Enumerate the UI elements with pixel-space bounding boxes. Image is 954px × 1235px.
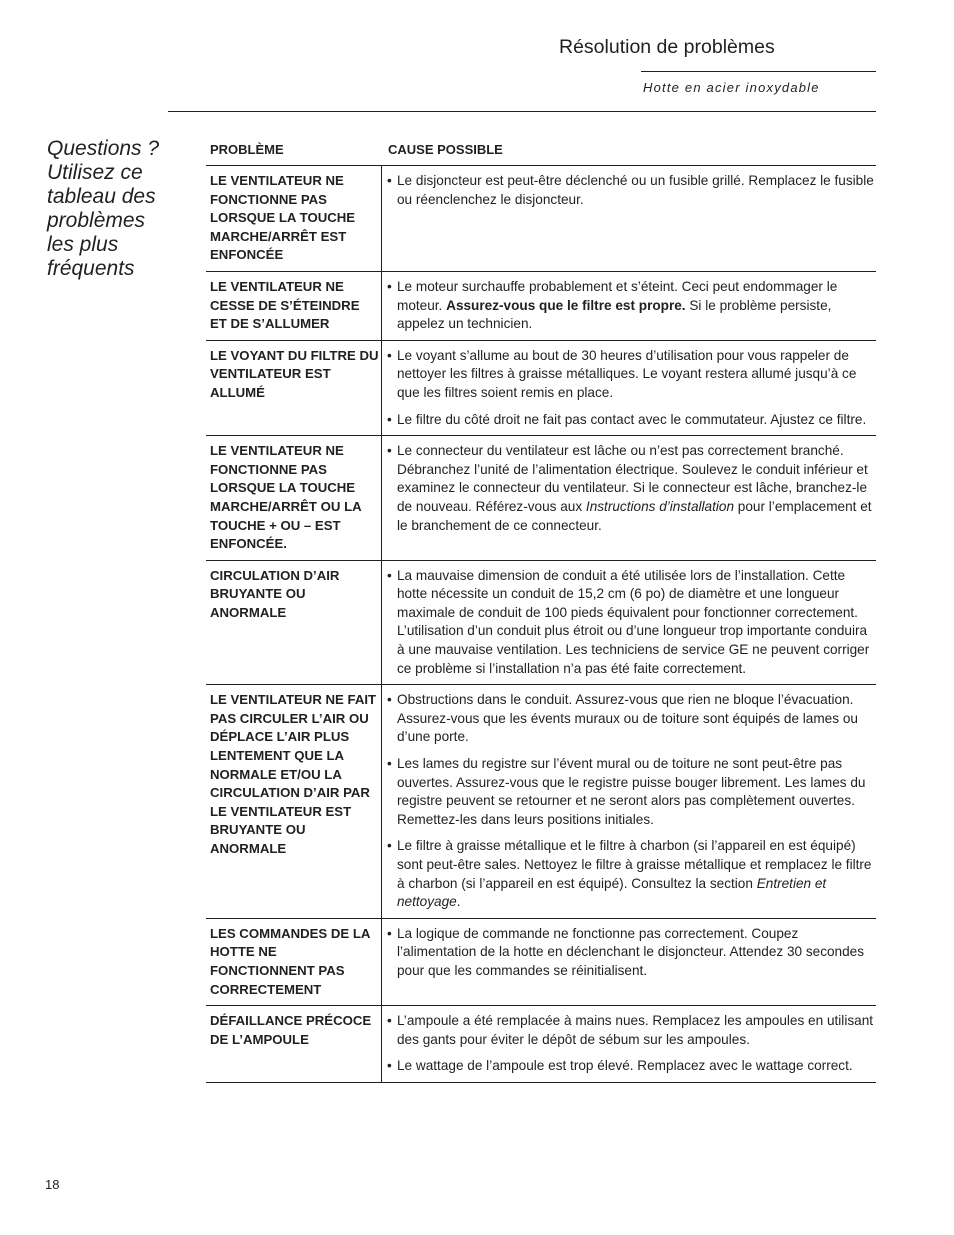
table-row [206, 166, 876, 272]
problem-cell: LE VENTILATEUR NE FONCTIONNE PAS LORSQUE LA TOUCHE MARCHE/ARRÊT OU LA TOUCHE + OU – EST ENFONCÉE. [206, 436, 382, 560]
cause-text [397, 691, 876, 747]
cause-bullet [387, 278, 876, 334]
cause-text-bold: Assurez-vous que le filtre est propre. [446, 297, 686, 313]
bullet-icon: • [387, 925, 392, 941]
problem-cell: DÉFAILLANCE PRÉCOCE DE L’AMPOULE [206, 1006, 382, 1082]
cause-bullet [387, 755, 876, 829]
title-rule [641, 71, 876, 72]
cause-cell [382, 436, 876, 560]
bullet-icon: • [387, 173, 392, 188]
column-header-cause: CAUSE POSSIBLE [388, 142, 503, 157]
cause-text [397, 442, 876, 535]
cause-text [397, 411, 876, 430]
cause-text-before: L’ampoule a été remplacée à mains nues. Remplacez les ampoules en utilisant des gants pour éviter le dépôt de sébum sur les ampoules. [397, 1013, 874, 1047]
table-row [206, 685, 876, 919]
cause-bullet [387, 347, 876, 403]
cause-text-after: pour l’emplacement et le branchement de ce connecteur. [397, 498, 872, 533]
bullet-icon: • [387, 411, 392, 427]
cause-cell [382, 919, 876, 1005]
bullet-icon: • [387, 756, 392, 772]
cause-cell [382, 685, 876, 918]
problem-cell: LE VENTILATEUR NE FAIT PAS CIRCULER L’AIR OU DÉPLACE L’AIR PLUS LENTEMENT QUE LA NORMALE ET/OU LA CIRCULATION D’AIR PAR LE VENTILATEUR EST BRUYANTE OU ANORMALE [206, 685, 382, 918]
cause-cell [382, 341, 876, 435]
troubleshooting-table [206, 137, 876, 1083]
cause-bullet [387, 691, 876, 747]
cause-text [397, 1057, 876, 1076]
cause-text-italic: Entretien et nettoyage [397, 875, 827, 910]
page-subtitle: Hotte en acier inoxydable [643, 80, 820, 95]
cause-text-before: La mauvaise dimension de conduit a été utilisée lors de l’installation. Cette hotte nécessite un conduit de 15,2 cm (6 po) de diamètre et une longueur maximale de conduit de 100 pieds équivalent pour fonctionner correctement. L’utilisation d’un conduit plus étroit ou d’une longueur trop importante conduira à une mauvaise ventilation. Les techniciens de service GE ne peuvent corriger ce problème si l’installation n’a pas été faite correctement. [397, 567, 870, 676]
cause-text-before: Le wattage de l’ampoule est trop élevé. Remplacez avec le wattage correct. [397, 1058, 853, 1074]
cause-bullet [387, 837, 876, 911]
bullet-icon: • [387, 347, 392, 363]
table-row [206, 436, 876, 561]
cause-text-before: Le connecteur du ventilateur est lâche ou n’est pas correctement branché. Débranchez l’unité de l’alimentation électrique. Soulevez le conduit inférieur et examinez le connecteur du ventilateur. Si le connecteur est lâche, branchez-le de nouveau. Référez-vous aux [397, 443, 868, 514]
bullet-icon: • [387, 443, 392, 459]
problem-cell: LE VOYANT DU FILTRE DU VENTILATEUR EST ALLUMÉ [206, 341, 382, 435]
cause-text-before: Le disjoncteur est peut-être déclenché ou un fusible grillé. Remplacez le fusible ou réenclenchez le disjoncteur. [397, 173, 874, 207]
table-row [206, 1006, 876, 1083]
header-rule [168, 111, 876, 112]
bullet-icon: • [387, 278, 392, 294]
cause-bullet [387, 925, 876, 981]
cause-cell [382, 166, 876, 271]
bullet-icon: • [387, 1013, 392, 1029]
side-heading: Questions ? Utilisez ce tableau des problèmes les plus fréquents [47, 137, 160, 280]
cause-text-before: Le voyant s’allume au bout de 30 heures d’utilisation pour vous rappeler de nettoyer les filtres à graisse métalliques. Le voyant restera allumé jusqu’à ce que les filtres soient remis en place. [397, 347, 857, 400]
cause-bullet [387, 442, 876, 535]
cause-cell [382, 272, 876, 340]
bullet-icon: • [387, 1058, 392, 1074]
cause-text-before: Les lames du registre sur l’évent mural ou de toiture ne sont peut-être pas ouvertes. Assurez-vous que le registre puisse bouger librement. Les lames du registre peuvent se retourner et ne seront alors pas complètement ouvertes. Remettez-les dans leurs positions initiales. [397, 756, 866, 827]
cause-cell [382, 1006, 876, 1082]
problem-cell: LES COMMANDES DE LA HOTTE NE FONCTIONNENT PAS CORRECTEMENT [206, 919, 382, 1005]
cause-text [397, 172, 876, 209]
table-row [206, 919, 876, 1006]
cause-text [397, 278, 876, 334]
problem-cell: LE VENTILATEUR NE CESSE DE S’ÉTEINDRE ET DE S’ALLUMER [206, 272, 382, 340]
page-title: Résolution de problèmes [559, 36, 775, 58]
problem-cell: CIRCULATION D’AIR BRUYANTE OU ANORMALE [206, 561, 382, 685]
table-row [206, 272, 876, 341]
cause-text-before: La logique de commande ne fonctionne pas correctement. Coupez l’alimentation de la hotte en déclenchant le disjoncteur. Attendez 30 secondes pour que les commandes se réinitialisent. [397, 925, 865, 978]
cause-text [397, 347, 876, 403]
problem-cell: LE VENTILATEUR NE FONCTIONNE PAS LORSQUE LA TOUCHE MARCHE/ARRÊT EST ENFONCÉE [206, 166, 382, 271]
cause-text-after: Si le problème persiste, appelez un technicien. [397, 297, 832, 332]
cause-text-before: Le moteur surchauffe probablement et s’éteint. Ceci peut endommager le moteur. [397, 278, 838, 313]
table-row [206, 341, 876, 436]
page-number: 18 [45, 1177, 60, 1192]
cause-bullet [387, 172, 876, 209]
cause-text-before: Le filtre du côté droit ne fait pas contact avec le commutateur. Ajustez ce filtre. [397, 411, 867, 427]
table-body [206, 166, 876, 1083]
bullet-icon: • [387, 692, 392, 708]
cause-text-italic: Instructions d’installation [585, 498, 735, 514]
cause-text [397, 837, 876, 911]
bullet-icon: • [387, 567, 392, 583]
cause-bullet [387, 1012, 876, 1049]
cause-text-before: Obstructions dans le conduit. Assurez-vous que rien ne bloque l’évacuation. Assurez-vous que les évents muraux ou de toiture sont équipés de lames ou d’une porte. [397, 692, 858, 745]
cause-bullet [387, 1057, 876, 1076]
cause-text-after: . [456, 894, 461, 910]
column-header-problem: PROBLÈME [210, 142, 284, 157]
cause-bullet [387, 567, 876, 679]
cause-text [397, 925, 876, 981]
cause-text-before: Le filtre à graisse métallique et le filtre à charbon (si l’appareil en est équipé) sont peut-être sales. Nettoyez le filtre à graisse métallique et remplacez le filtre à charbon (si l’appareil en est équipé). Consultez la section [397, 838, 872, 891]
table-row [206, 561, 876, 686]
cause-bullet [387, 411, 876, 430]
cause-text [397, 1012, 876, 1049]
table-header [206, 137, 876, 166]
cause-text [397, 755, 876, 829]
cause-text [397, 567, 876, 679]
cause-cell [382, 561, 876, 685]
bullet-icon: • [387, 838, 392, 854]
